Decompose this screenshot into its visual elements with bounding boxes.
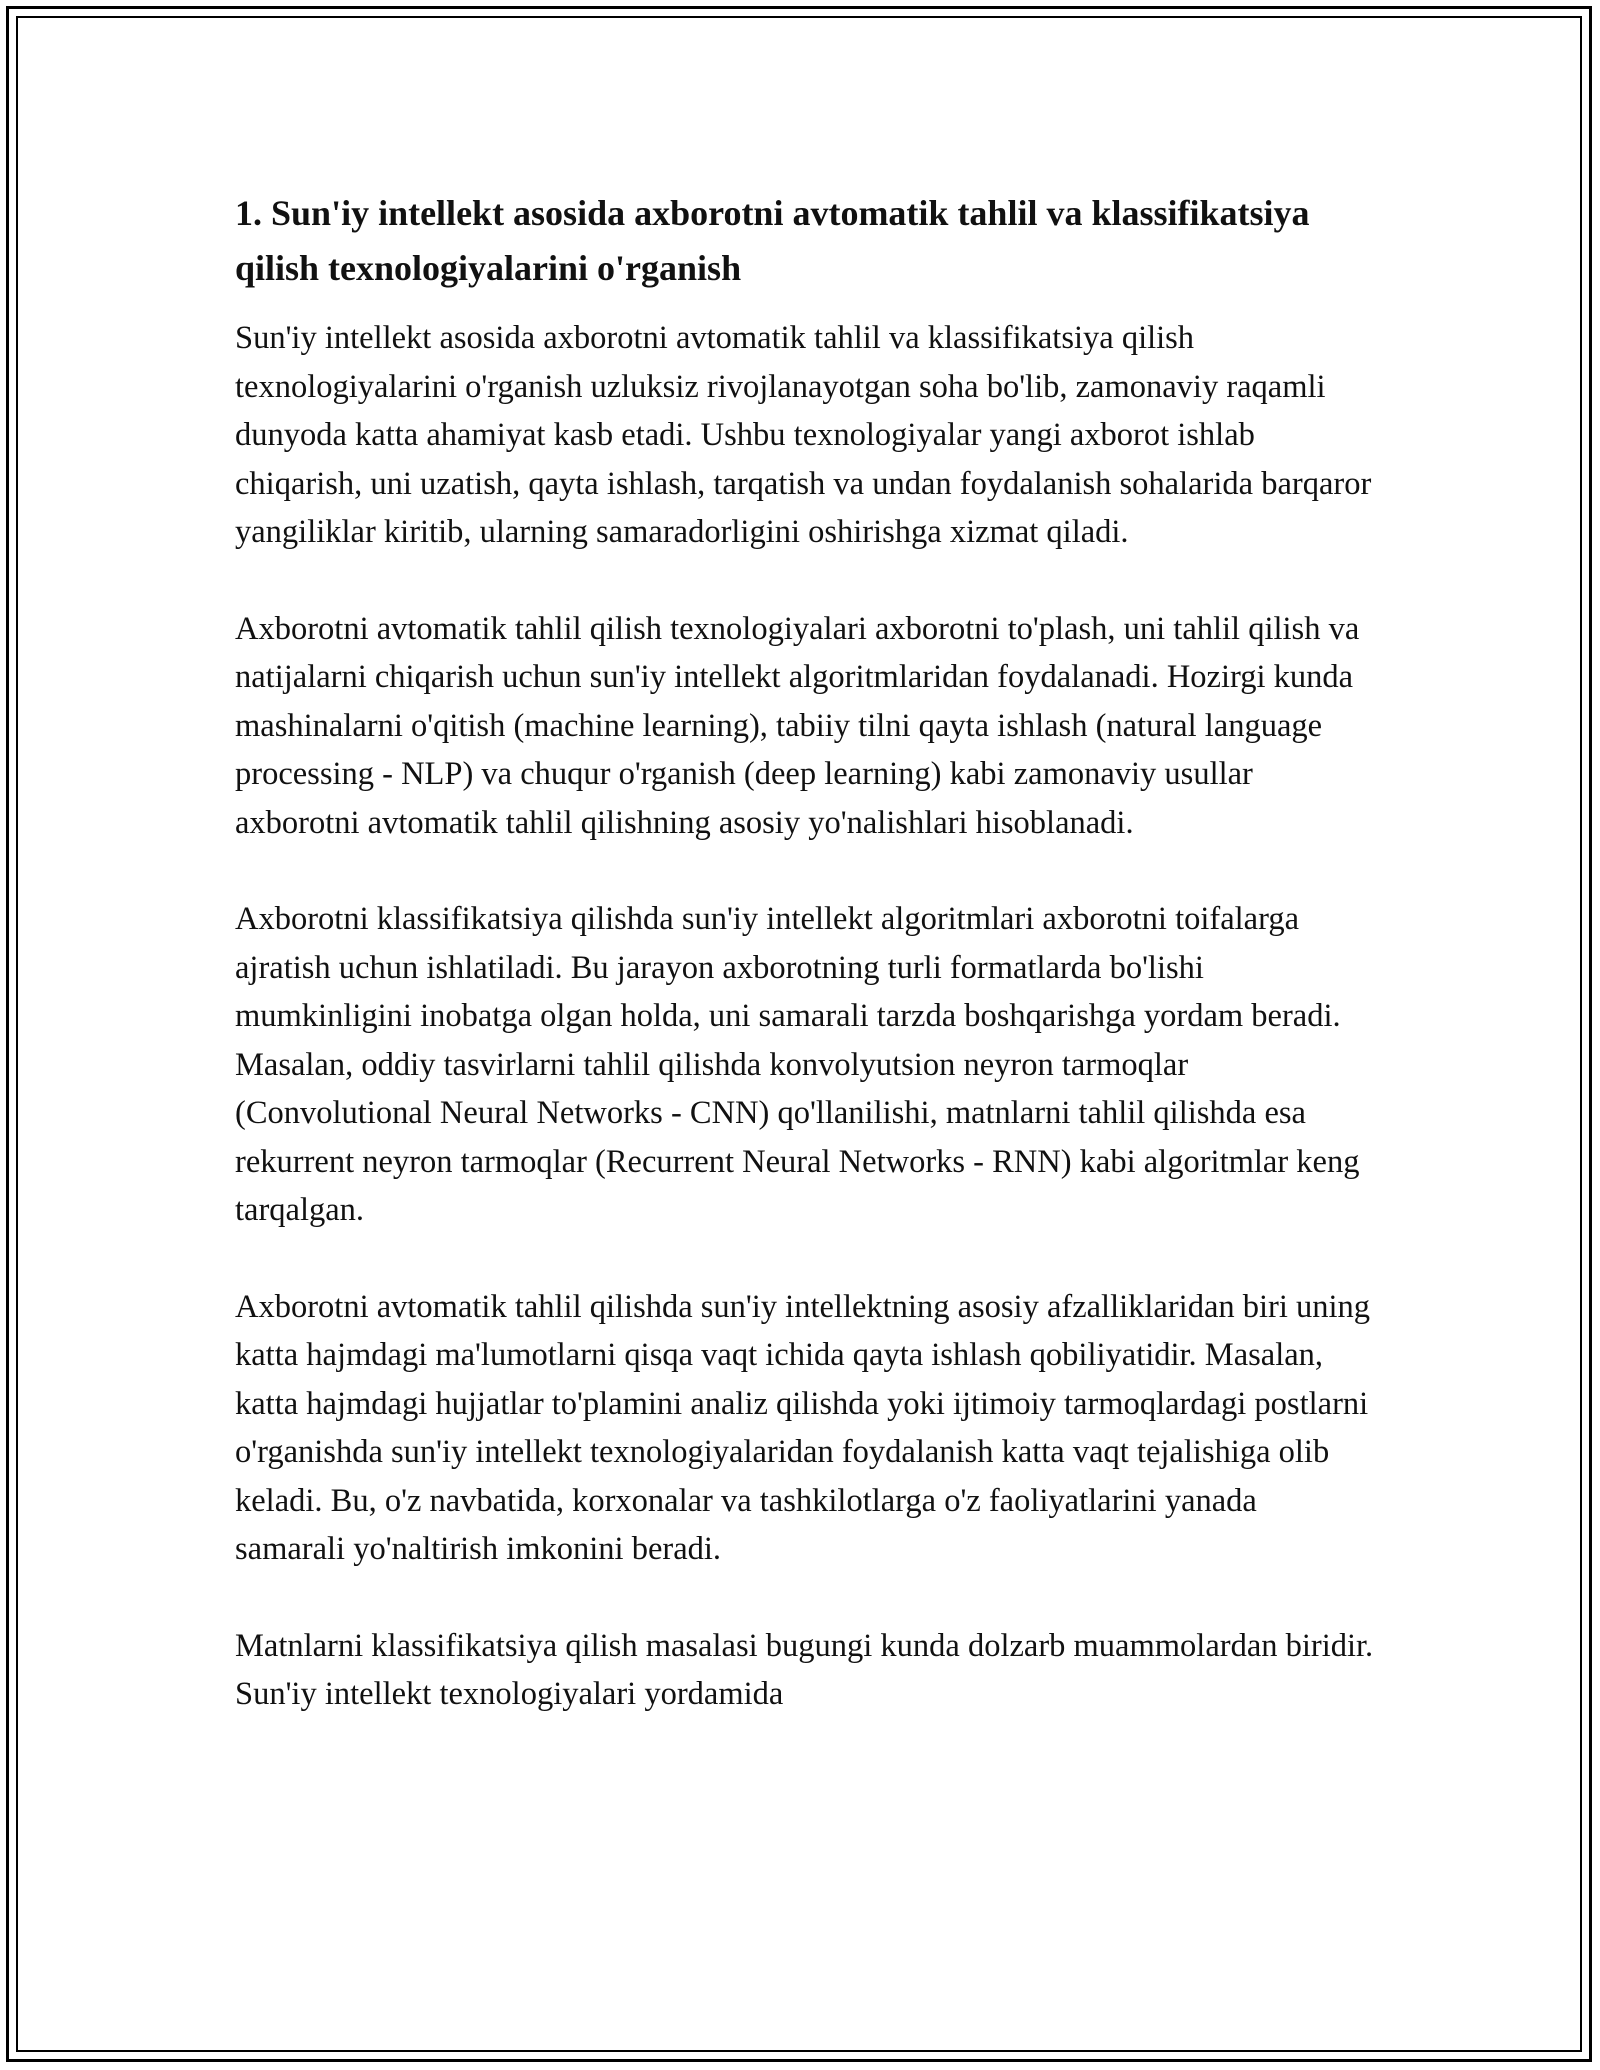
paragraph-4: Axborotni avtomatik tahlil qilishda sun'iy intellektning asosiy afzalliklaridan biri uning katta hajmdagi ma'lumotlarni qisqa vaqt ichida qayta ishlash qobiliyatidir. Masalan, katta hajmdagi hujjatlar to'plamini analiz qilishda yoki ijtimoiy tarmoqlardagi postlarni o'rganishda sun'iy intellekt texnologiyalaridan foydalanish katta vaqt tejalishiga olib keladi. Bu, o'z navbatida, korxonalar va tashkilotlarga o'z faoliyatlarini yanada samarali yo'naltirish imkonini beradi. [235,1288,1371,1567]
document-body [235,186,1375,1767]
section-heading: 1. Sun'iy intellekt asosida axborotni avtomatik tahlil va klassifikatsiya qilish texnologiyalarini o'rganish [235,193,1310,288]
paragraph-2: Axborotni avtomatik tahlil qilish texnologiyalari axborotni to'plash, uni tahlil qilish va natijalarni chiqarish uchun sun'iy intellekt algoritmlaridan foydalanadi. Hozirgi kunda mashinalarni o'qitish (machine learning), tabiiy tilni qayta ishlash (natural language processing - NLP) va chuqur o'rganish (deep learning) kabi zamonaviy usullar axborotni avtomatik tahlil qilishning asosiy yo'nalishlari hisoblanadi. [235,610,1360,841]
paragraph-5: Matnlarni klassifikatsiya qilish masalasi bugungi kunda dolzarb muammolardan biridir. Sun'iy intellekt texnologiyalari yordamida [235,1627,1374,1712]
paragraph-1: Sun'iy intellekt asosida axborotni avtomatik tahlil va klassifikatsiya qilish texnologiyalarini o'rganish uzluksiz rivojlanayotgan soha bo'lib, zamonaviy raqamli dunyoda katta ahamiyat kasb etadi. Ushbu texnologiyalar yangi axborot ishlab chiqarish, uni uzatish, qayta ishlash, tarqatish va undan foydalanish sohalarida barqaror yangiliklar kiritib, ularning samaradorligini oshirishga xizmat qiladi. [235,320,1372,550]
paragraph-3: Axborotni klassifikatsiya qilishda sun'iy intellekt algoritmlari axborotni toifalarga ajratish uchun ishlatiladi. Bu jarayon axborotning turli formatlarda bo'lishi mumkinligini inobatga olgan holda, uni samarali tarzda boshqarishga yordam beradi. Masalan, oddiy tasvirlarni tahlil qilishda konvolyutsion neyron tarmoqlar (Convolutional Neural Networks - CNN) qo'llanilishi, matnlarni tahlil qilishda esa rekurrent neyron tarmoqlar (Recurrent Neural Networks - RNN) kabi algoritmlar keng tarqalgan. [235,901,1360,1228]
